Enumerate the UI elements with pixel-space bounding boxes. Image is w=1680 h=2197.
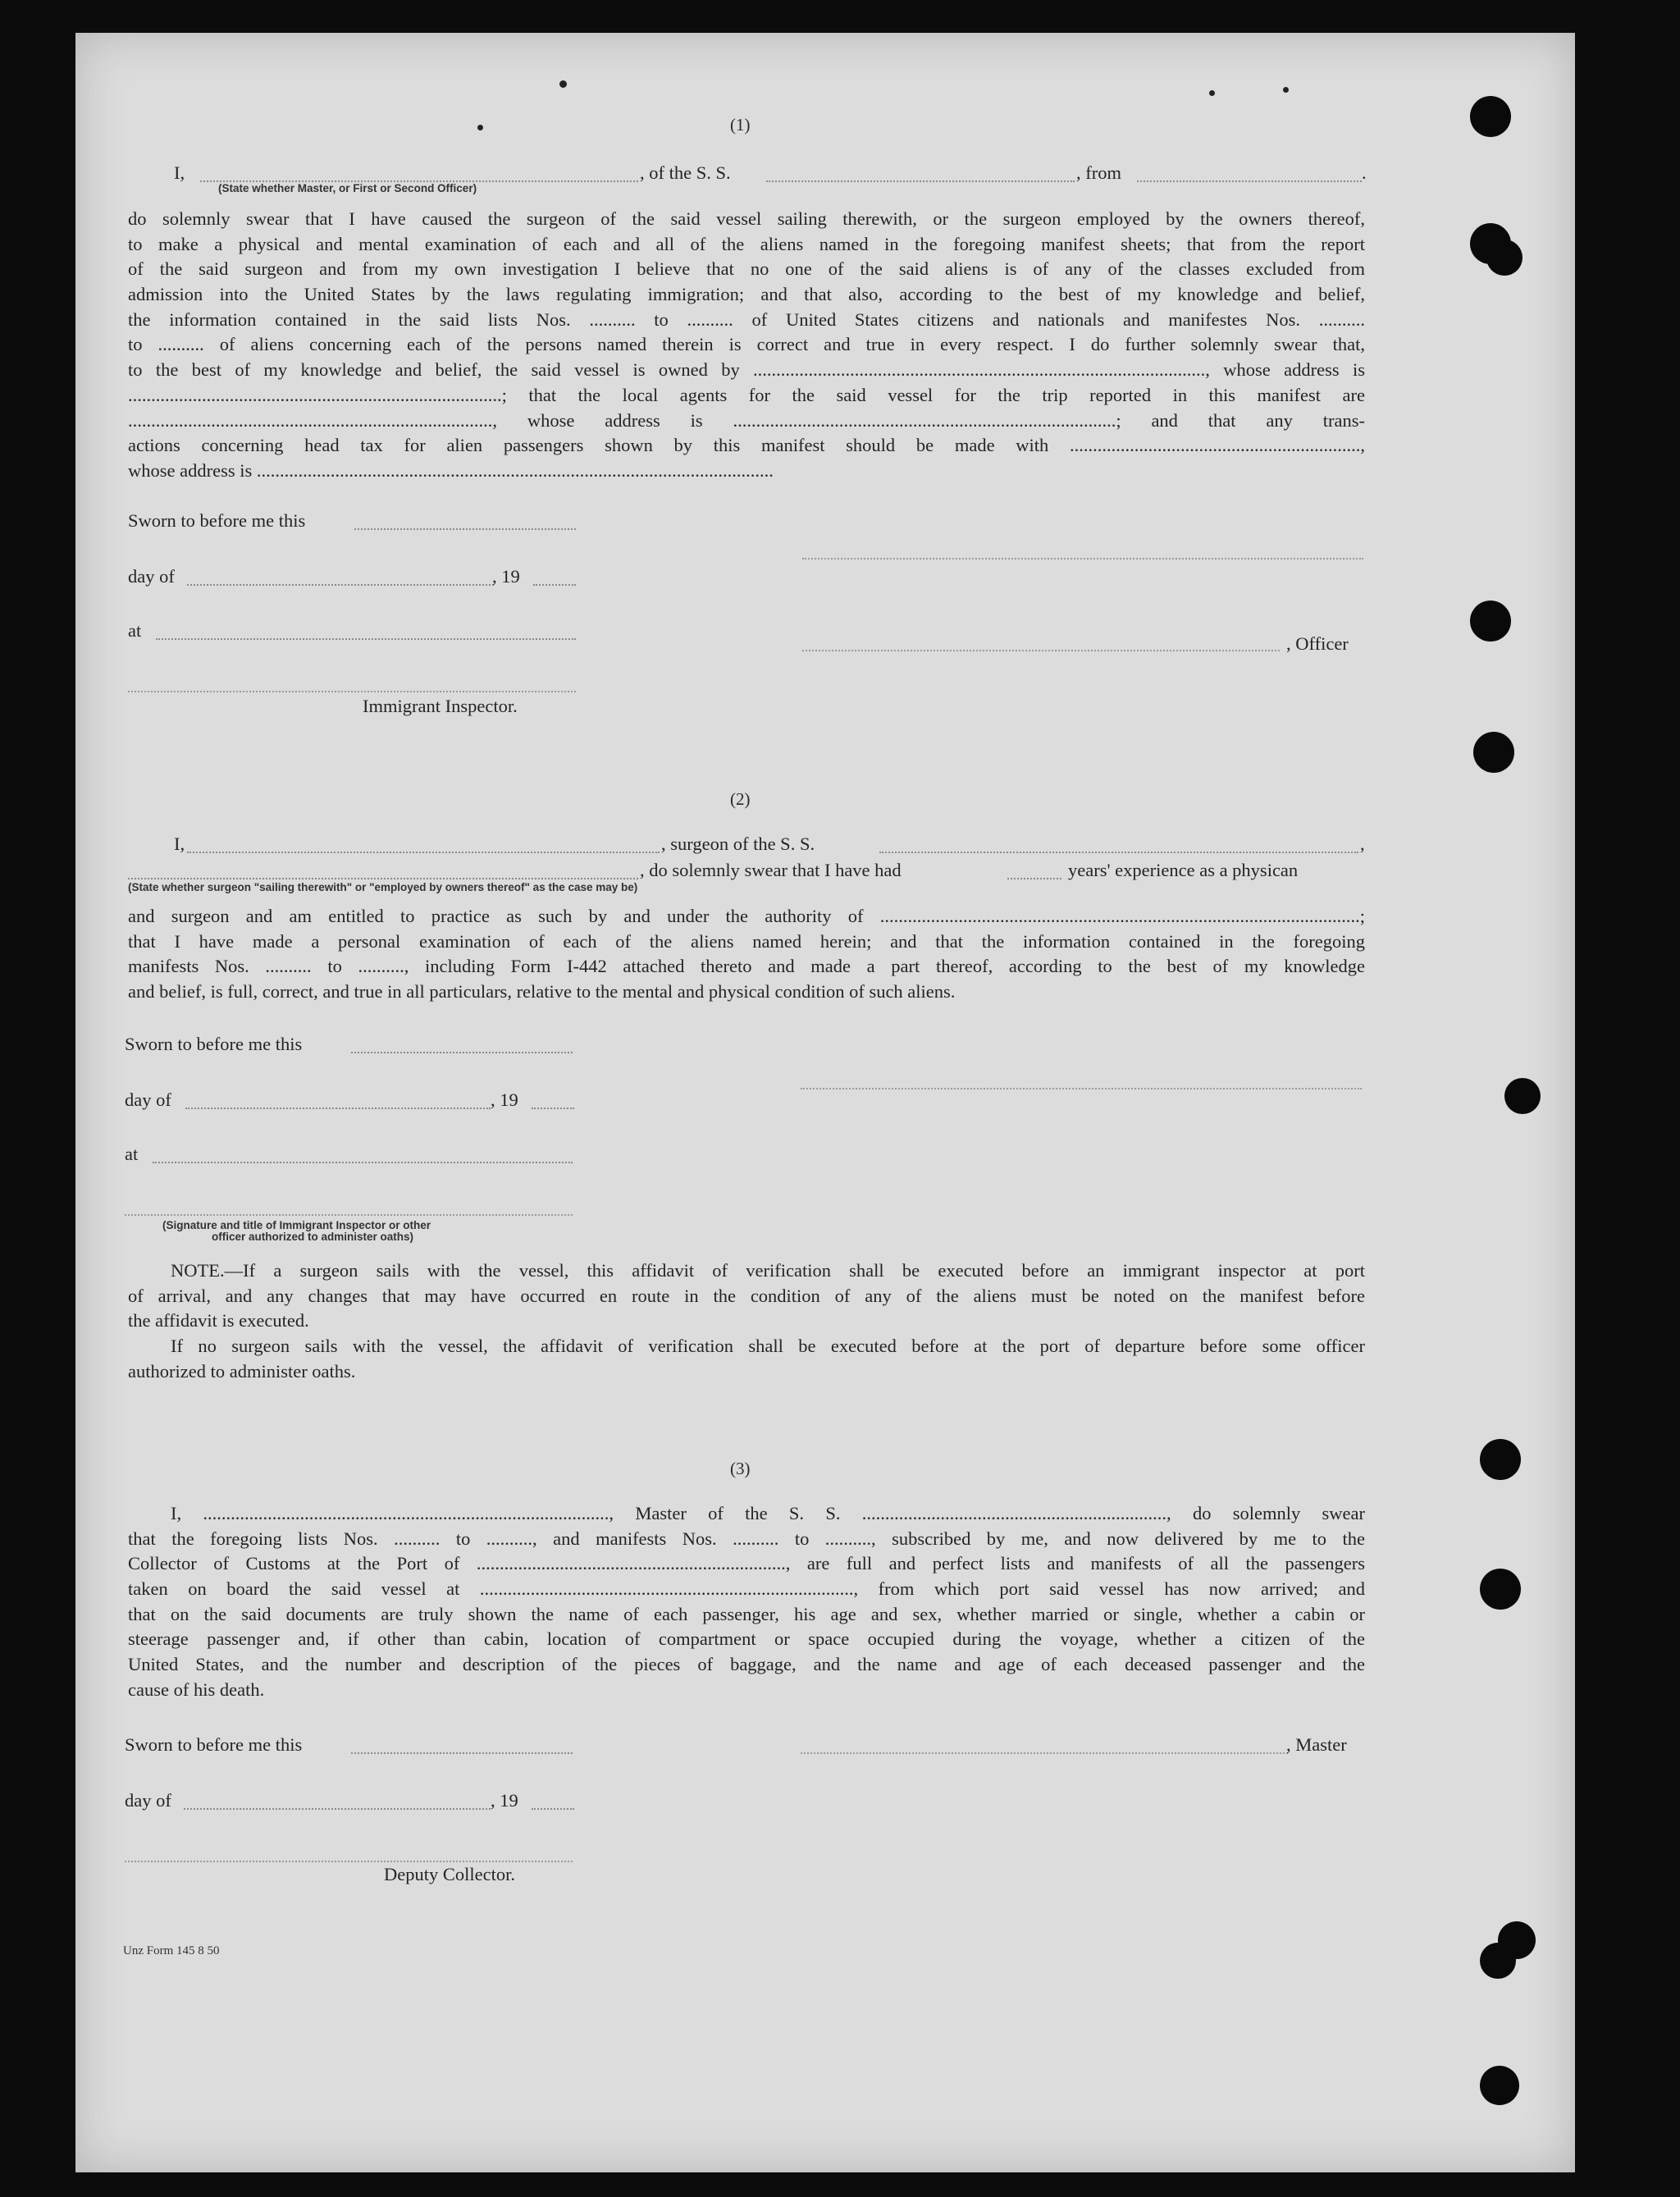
s2-surgeon-label: , surgeon of the S. S. — [661, 834, 815, 854]
s1-i-label: I, — [174, 162, 185, 183]
binder-hole — [1480, 1943, 1516, 1979]
s3-collector-label: Deputy Collector. — [384, 1864, 515, 1884]
binder-hole — [1480, 2066, 1519, 2105]
binder-hole — [1473, 732, 1514, 773]
s2-i-label: I, — [174, 834, 185, 854]
section-3-heading: (3) — [730, 1459, 751, 1478]
binder-hole — [1470, 96, 1511, 137]
s1-sworn-label: Sworn to before me this — [128, 510, 306, 531]
section-1-heading: (1) — [730, 115, 751, 135]
s2-sworn-label: Sworn to before me this — [125, 1034, 303, 1054]
s2-sig-note-2: officer authorized to administer oaths) — [212, 1231, 414, 1243]
s3-sworn-label: Sworn to before me this — [125, 1734, 303, 1755]
binder-hole — [1480, 1569, 1521, 1610]
s1-year-label: , 19 — [492, 566, 520, 587]
s1-ss-label: , of the S. S. — [640, 162, 731, 183]
s3-master-label: , Master — [1286, 1734, 1347, 1755]
s1-at-label: at — [128, 620, 142, 641]
s2-sig-note-1: (Signature and title of Immigrant Inspector or other — [162, 1219, 431, 1231]
s2-dayof-label: day of — [125, 1089, 171, 1110]
binder-hole — [1480, 1439, 1521, 1480]
s1-from-label: , from — [1076, 162, 1121, 183]
s3-affidavit-text: I, ........................................................................................, Master of the S. S. .................................................................., do solemnly swear that the foregoing lists Nos. .......... to .........., and manifests Nos. .......... to .........., subscribed by me, and now delivered by me to the Collector of Customs at the Port of ..................................................................., are full and perfect lists and manifests of all the passengers taken on board the said vessel at ................................................................................., from which port said vessel has now arrived; and that on the said documents are truly shown the name of each passenger, his age and sex, whether married or single, whether a cabin or steerage passenger and, if other than cabin, location of compartment or space occupied during the voyage, whether a citizen of the United States, and the number and description of the pieces of baggage, and the name and age of each deceased passenger and the cause of his death. — [128, 1503, 1365, 1700]
s1-officer-note: (State whether Master, or First or Second Officer) — [218, 182, 477, 194]
note-text: NOTE.—If a surgeon sails with the vessel, this affidavit of verification shall be executed before an immigrant inspector at port of arrival, and any changes that may have occurred en route in the condition of any of the aliens must be noted on the manifest before the affidavit is executed. — [128, 1260, 1365, 1331]
binder-hole — [1504, 1078, 1541, 1114]
form-number: Unz Form 145 8 50 — [123, 1944, 220, 1957]
s3-dayof-label: day of — [125, 1790, 171, 1811]
s2-surgeon-note: (State whether surgeon "sailing therewith" or "employed by owners thereof" as the case may be) — [128, 881, 638, 893]
s3-year-label: , 19 — [491, 1790, 518, 1811]
s2-affidavit-text: and surgeon and am entitled to practice as such by and under the authority of ........................................................................................................; that I have made a personal examination of each of the aliens named herein; and that the information contained in the foregoing manifests Nos. .......... to .........., including Form I-442 attached thereto and made a part thereof, according to the best of my knowledge and belief, is full, correct, and true in all particulars, relative to the mental and physical condition of such aliens. — [128, 906, 1365, 1003]
s1-dayof-label: day of — [128, 566, 175, 587]
s1-officer-label: , Officer — [1286, 633, 1349, 654]
section-2-heading: (2) — [730, 789, 751, 809]
s2-at-label: at — [125, 1144, 139, 1164]
s2-years-label: , do solemnly swear that I have had — [640, 860, 902, 880]
s2-experience-label: years' experience as a physican — [1068, 860, 1299, 880]
s1-affidavit-text: do solemnly swear that I have caused the surgeon of the said vessel sailing therewith, or the surgeon employed by the owners thereof, to make a physical and mental examination of each and all of the aliens named in the foregoing manifest sheets; that from the report of the said surgeon and from my own investigation I believe that no one of the said aliens is of any of the classes excluded from admission into the United States by the laws regulating immigration; and that also, according to the best of my knowledge and belief, the information contained in the said lists Nos. .......... to .......... of United States citizens and nationals and manifestes Nos. .......... to .......... of aliens concerning each of the persons named therein is correct and true in every respect. I do further solemnly swear that, to the best of my knowledge and belief, the said vessel is owned by .................................................................................................., whose address is .................................................................................; that the local agents for the said vessel for the trip reported in this manifest are ..............................................................................., whose address is ...................................................................................; and that any trans- actions concerning head tax for alien passengers shown by this manifest should be made with ..............................................................., whose address is ................................................................................................................ — [128, 208, 1365, 481]
note-text-2: If no surgeon sails with the vessel, the affidavit of verification shall be executed before at the port of departure before some officer authorized to administer oaths. — [128, 1336, 1365, 1382]
binder-hole — [1470, 601, 1511, 642]
binder-hole — [1486, 240, 1522, 276]
s1-inspector-label: Immigrant Inspector. — [363, 696, 518, 716]
s2-year-label: , 19 — [491, 1089, 518, 1110]
